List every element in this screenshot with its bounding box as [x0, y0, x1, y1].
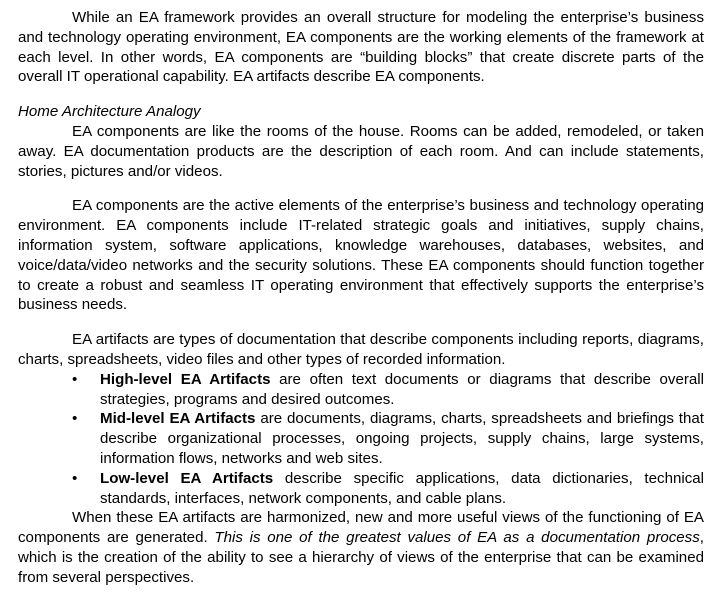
list-item-high-level — [18, 370, 704, 410]
conclusion-text-start: When these EA artifacts are harmonized, new and more useful views of the functioning of EA components are generated. — [18, 509, 704, 547]
list-item-term: High-level EA Artifacts — [100, 370, 271, 388]
artifact-levels-list — [18, 370, 704, 509]
artifacts-paragraph: EA artifacts are types of documentation that describe components including reports, diagrams, charts, spreadsheets, video files and other types of recorded information. — [18, 331, 704, 368]
components-paragraph: EA components are the active elements of the enterprise’s business and technology operating environment. EA components include IT-related strategic goals and initiatives, supply chains, information system, software applications, knowledge warehouses, databases, websites, and voice/data/video networks and the security solutions. These EA components should function together to create a robust and seamless IT operating environment that effectively supports the enterprise’s business needs. — [18, 197, 704, 314]
bullet-icon: • — [72, 370, 78, 388]
list-item-term: Mid-level EA Artifacts — [100, 410, 256, 428]
list-item-description: describe specific applications, data dictionaries, technical standards, interfaces, network components, and cable plans. — [100, 469, 704, 507]
list-item-low-level — [18, 469, 704, 509]
list-item-description: are often text documents or diagrams that describe overall strategies, programs and desired outcomes. — [100, 370, 704, 408]
list-item-mid-level — [18, 409, 704, 468]
section-heading-home-analogy: Home Architecture Analogy — [18, 103, 201, 121]
paragraph-spacer — [18, 181, 704, 196]
list-item-description: are documents, diagrams, charts, spreadsheets and briefings that describe organizational processes, ongoing projects, supply chains, large systems, information flows, networks and web sites. — [100, 410, 704, 467]
list-item-term: Low-level EA Artifacts — [100, 469, 274, 487]
paragraph-spacer — [18, 87, 704, 102]
intro-paragraph: While an EA framework provides an overall structure for modeling the enterprise’s business and technology operating environment, EA components are the working elements of the framework at each level. In other words, EA components are “building blocks” that create discrete parts of the overall IT operational capability. EA artifacts describe EA components. — [18, 9, 704, 86]
paragraph-spacer — [18, 315, 704, 330]
bullet-icon: • — [72, 410, 78, 428]
conclusion-text-end: , which is the creation of the ability to see a hierarchy of views of the enterprise that can be examined from several perspectives. — [18, 529, 704, 586]
conclusion-emphasis: This is one of the greatest values of EA as a documentation process — [214, 529, 700, 547]
analogy-paragraph: EA components are like the rooms of the house. Rooms can be added, remodeled, or taken away. EA documentation products are the description of each room. And can include statements, stories, pictures and/or videos. — [18, 122, 704, 180]
conclusion-paragraph — [18, 508, 704, 587]
document-page — [18, 8, 704, 588]
bullet-icon: • — [72, 469, 78, 487]
